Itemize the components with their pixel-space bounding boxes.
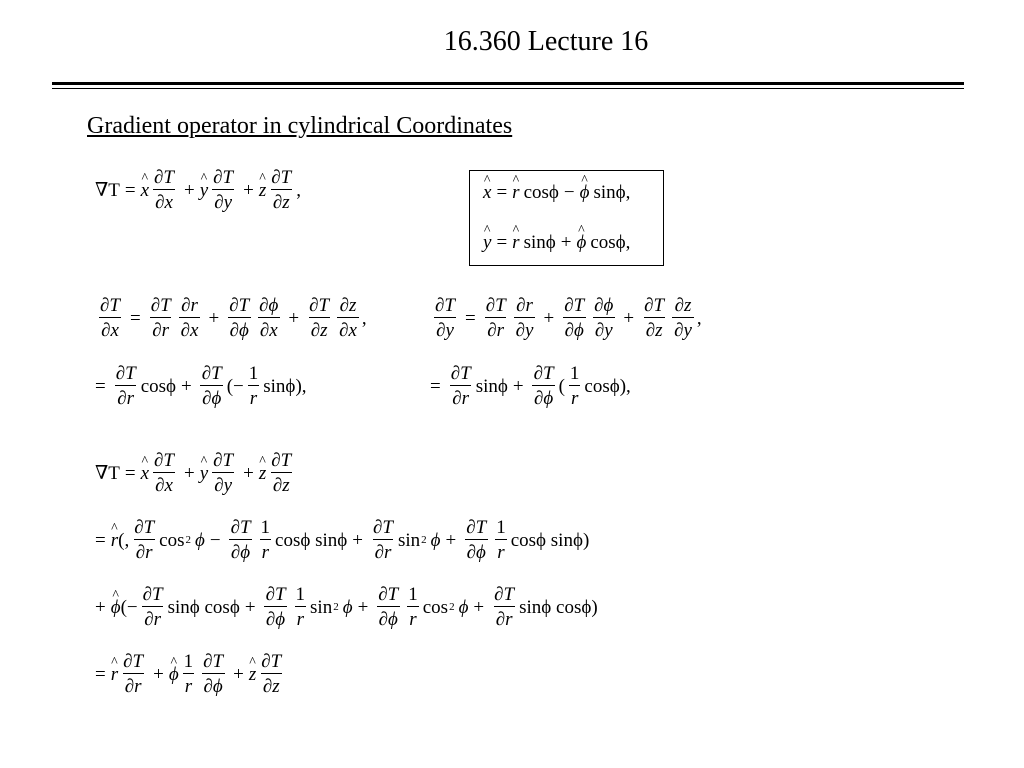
fraction: $\frac{\partial T}{\partial x}$ <box>154 167 174 213</box>
grad-symbol: ∇T <box>95 179 120 201</box>
unit-vector-box <box>469 170 664 266</box>
equation-grad-restated: ∇T = ^ x $\frac{\partial T}{\partial x}$ + ^ y $\frac{\partial T}{\partial y}$ + ^ z $\frac{\partial T}{\partial z}$ <box>95 451 296 495</box>
section-heading: Gradient operator in cylindrical Coordinates <box>87 113 513 139</box>
equation-phi-hat-component: + ^ ϕ (− $\frac{\partial T}{\partial r}$ sinϕ cosϕ + $\frac{\partial T}{\partial\phi}$ $\frac{1}{r}$ sin 2 ϕ + $\frac{\partial T}{\partial\phi}$ $\frac{1}{r}$ cos 2 ϕ + $\frac{\partial T}{\partial r}$ sinϕ cosϕ ) <box>95 585 598 629</box>
equation-y-hat: ^ y =^ r sinϕ +^ ϕ cosϕ, <box>483 233 630 252</box>
equation-grad-cylindrical: = ^ r $\frac{\partial T}{\partial r}$ + ^ ϕ $\frac{1}{r}$ $\frac{\partial T}{\partial\phi}$ + ^ z $\frac{\partial T}{\partial z}$ <box>95 652 286 696</box>
slide-title <box>0 26 1024 58</box>
title-divider-thick <box>52 82 964 85</box>
title-divider-thin <box>52 88 964 89</box>
equation-r-hat-component: = ^ r (, $\frac{\partial T}{\partial r}$ cos 2 ϕ − $\frac{\partial T}{\partial\phi}$ $\frac{1}{r}$ cosϕ sinϕ + $\frac{\partial T}{\partial r}$ sin 2 ϕ + $\frac{\partial T}{\partial\phi}$ $\frac{1}{r}$ cosϕ sinϕ ) <box>95 518 589 562</box>
fraction: $\frac{\partial T}{\partial z}$ <box>271 167 292 213</box>
x-hat: ^ x <box>141 181 149 200</box>
equation-dTdx-result: = $\frac{\partial T}{\partial r}$ cosϕ + $\frac{\partial T}{\partial\phi}$ (− $\frac{1}{r}$ sinϕ ), <box>95 363 307 409</box>
equation-x-hat: ^ x =^ r cosϕ −^ ϕ sinϕ, <box>483 183 630 202</box>
z-hat: ^ z <box>259 181 266 200</box>
y-hat: ^ y <box>200 181 208 200</box>
equation-dTdy-chain: $\frac{\partial T}{\partial y}$ = $\frac{\partial T}{\partial r}$ $\frac{\partial r}{\partial y}$ + $\frac{\partial T}{\partial\phi}$ $\frac{\partial\phi}{\partial y}$ + $\frac{\partial T}{\partial z}$ $\frac{\partial z}{\partial y}$ , <box>435 295 702 341</box>
equation-dTdy-result: = $\frac{\partial T}{\partial r}$ sinϕ + $\frac{\partial T}{\partial\phi}$ ( $\frac{1}{r}$ cosϕ ), <box>430 363 631 409</box>
slide-title-text: 16.360 Lecture 16 <box>443 26 649 57</box>
fraction: $\frac{\partial T}{\partial y}$ <box>213 167 234 213</box>
equation-dTdx-chain: $\frac{\partial T}{\partial x}$ = $\frac{\partial T}{\partial r}$ $\frac{\partial r}{\partial x}$ + $\frac{\partial T}{\partial\phi}$ $\frac{\partial\phi}{\partial x}$ + $\frac{\partial T}{\partial z}$ $\frac{\partial z}{\partial x}$ , <box>100 295 367 341</box>
equation-grad-cartesian: ∇T = ^ x $\frac{\partial T}{\partial x}$ + ^ y $\frac{\partial T}{\partial y}$ + ^ z $\frac{\partial T}{\partial z}$ , <box>95 168 301 212</box>
